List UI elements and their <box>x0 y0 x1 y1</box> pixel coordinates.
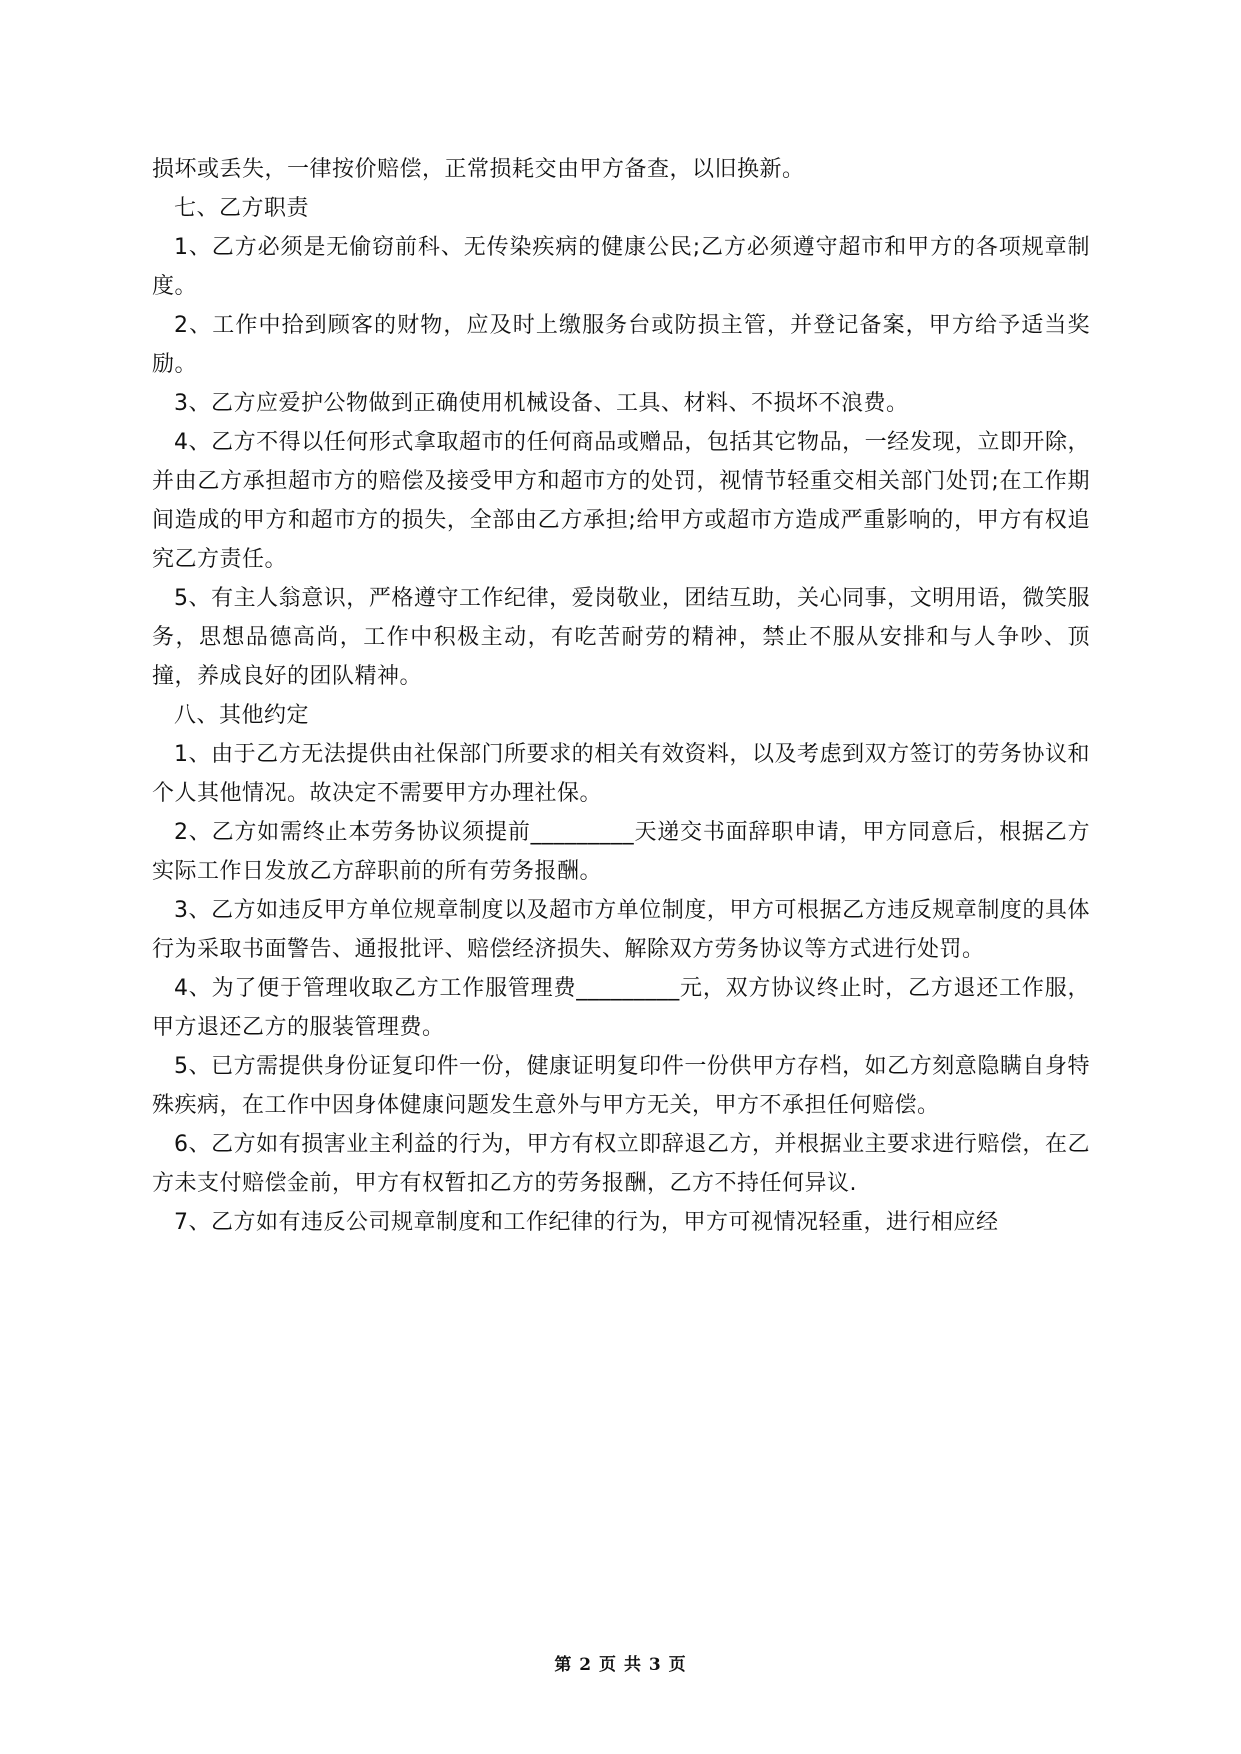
list-item: 1、乙方必须是无偷窃前科、无传染疾病的健康公民;乙方必须遵守超市和甲方的各项规章制度。 <box>152 235 1090 299</box>
section-heading-8: 八、其他约定 <box>174 703 310 728</box>
page-number-footer: 第 2 页 共 3 页 <box>554 1655 687 1675</box>
paragraph-continued: 损坏或丢失，一律按价赔偿，正常损耗交由甲方备查，以旧换新。 <box>152 157 805 182</box>
list-item: 1、由于乙方无法提供由社保部门所要求的相关有效资料，以及考虑到双方签订的劳务协议和个人其他情况。故决定不需要甲方办理社保。 <box>152 742 1090 806</box>
list-item: 7、乙方如有违反公司规章制度和工作纪律的行为，甲方可视情况轻重，进行相应经 <box>174 1210 999 1235</box>
list-item: 3、乙方如违反甲方单位规章制度以及超市方单位制度，甲方可根据乙方违反规章制度的具体行为采取书面警告、通报批评、赔偿经济损失、解除双方劳务协议等方式进行处罚。 <box>152 898 1090 962</box>
list-item: 4、乙方不得以任何形式拿取超市的任何商品或赠品，包括其它物品，一经发现，立即开除，并由乙方承担超市方的赔偿及接受甲方和超市方的处罚，视情节轻重交相关部门处罚;在工作期间造成的甲方和超市方的损失，全部由乙方承担;给甲方或超市方造成严重影响的，甲方有权追究乙方责任。 <box>152 430 1090 572</box>
list-item: 4、为了便于管理收取乙方工作服管理费_________元，双方协议终止时，乙方退还工作服，甲方退还乙方的服装管理费。 <box>152 976 1090 1040</box>
list-item: 5、有主人翁意识，严格遵守工作纪律，爱岗敬业，团结互助，关心同事，文明用语，微笑服务，思想品德高尚，工作中积极主动，有吃苦耐劳的精神，禁止不服从安排和与人争吵、顶撞，养成良好的团队精神。 <box>152 586 1090 689</box>
list-item: 2、工作中拾到顾客的财物，应及时上缴服务台或防损主管，并登记备案，甲方给予适当奖励。 <box>152 313 1090 377</box>
document-body <box>152 150 1090 1242</box>
list-item: 3、乙方应爱护公物做到正确使用机械设备、工具、材料、不损坏不浪费。 <box>174 391 909 416</box>
list-item: 5、已方需提供身份证复印件一份，健康证明复印件一份供甲方存档，如乙方刻意隐瞒自身特殊疾病，在工作中因身体健康问题发生意外与甲方无关，甲方不承担任何赔偿。 <box>152 1054 1090 1118</box>
list-item: 2、乙方如需终止本劳务协议须提前_________天递交书面辞职申请，甲方同意后，根据乙方实际工作日发放乙方辞职前的所有劳务报酬。 <box>152 820 1090 884</box>
list-item: 6、乙方如有损害业主利益的行为，甲方有权立即辞退乙方，并根据业主要求进行赔偿，在乙方未支付赔偿金前，甲方有权暂扣乙方的劳务报酬，乙方不持任何异议. <box>152 1132 1090 1196</box>
section-heading-7: 七、乙方职责 <box>174 196 310 221</box>
